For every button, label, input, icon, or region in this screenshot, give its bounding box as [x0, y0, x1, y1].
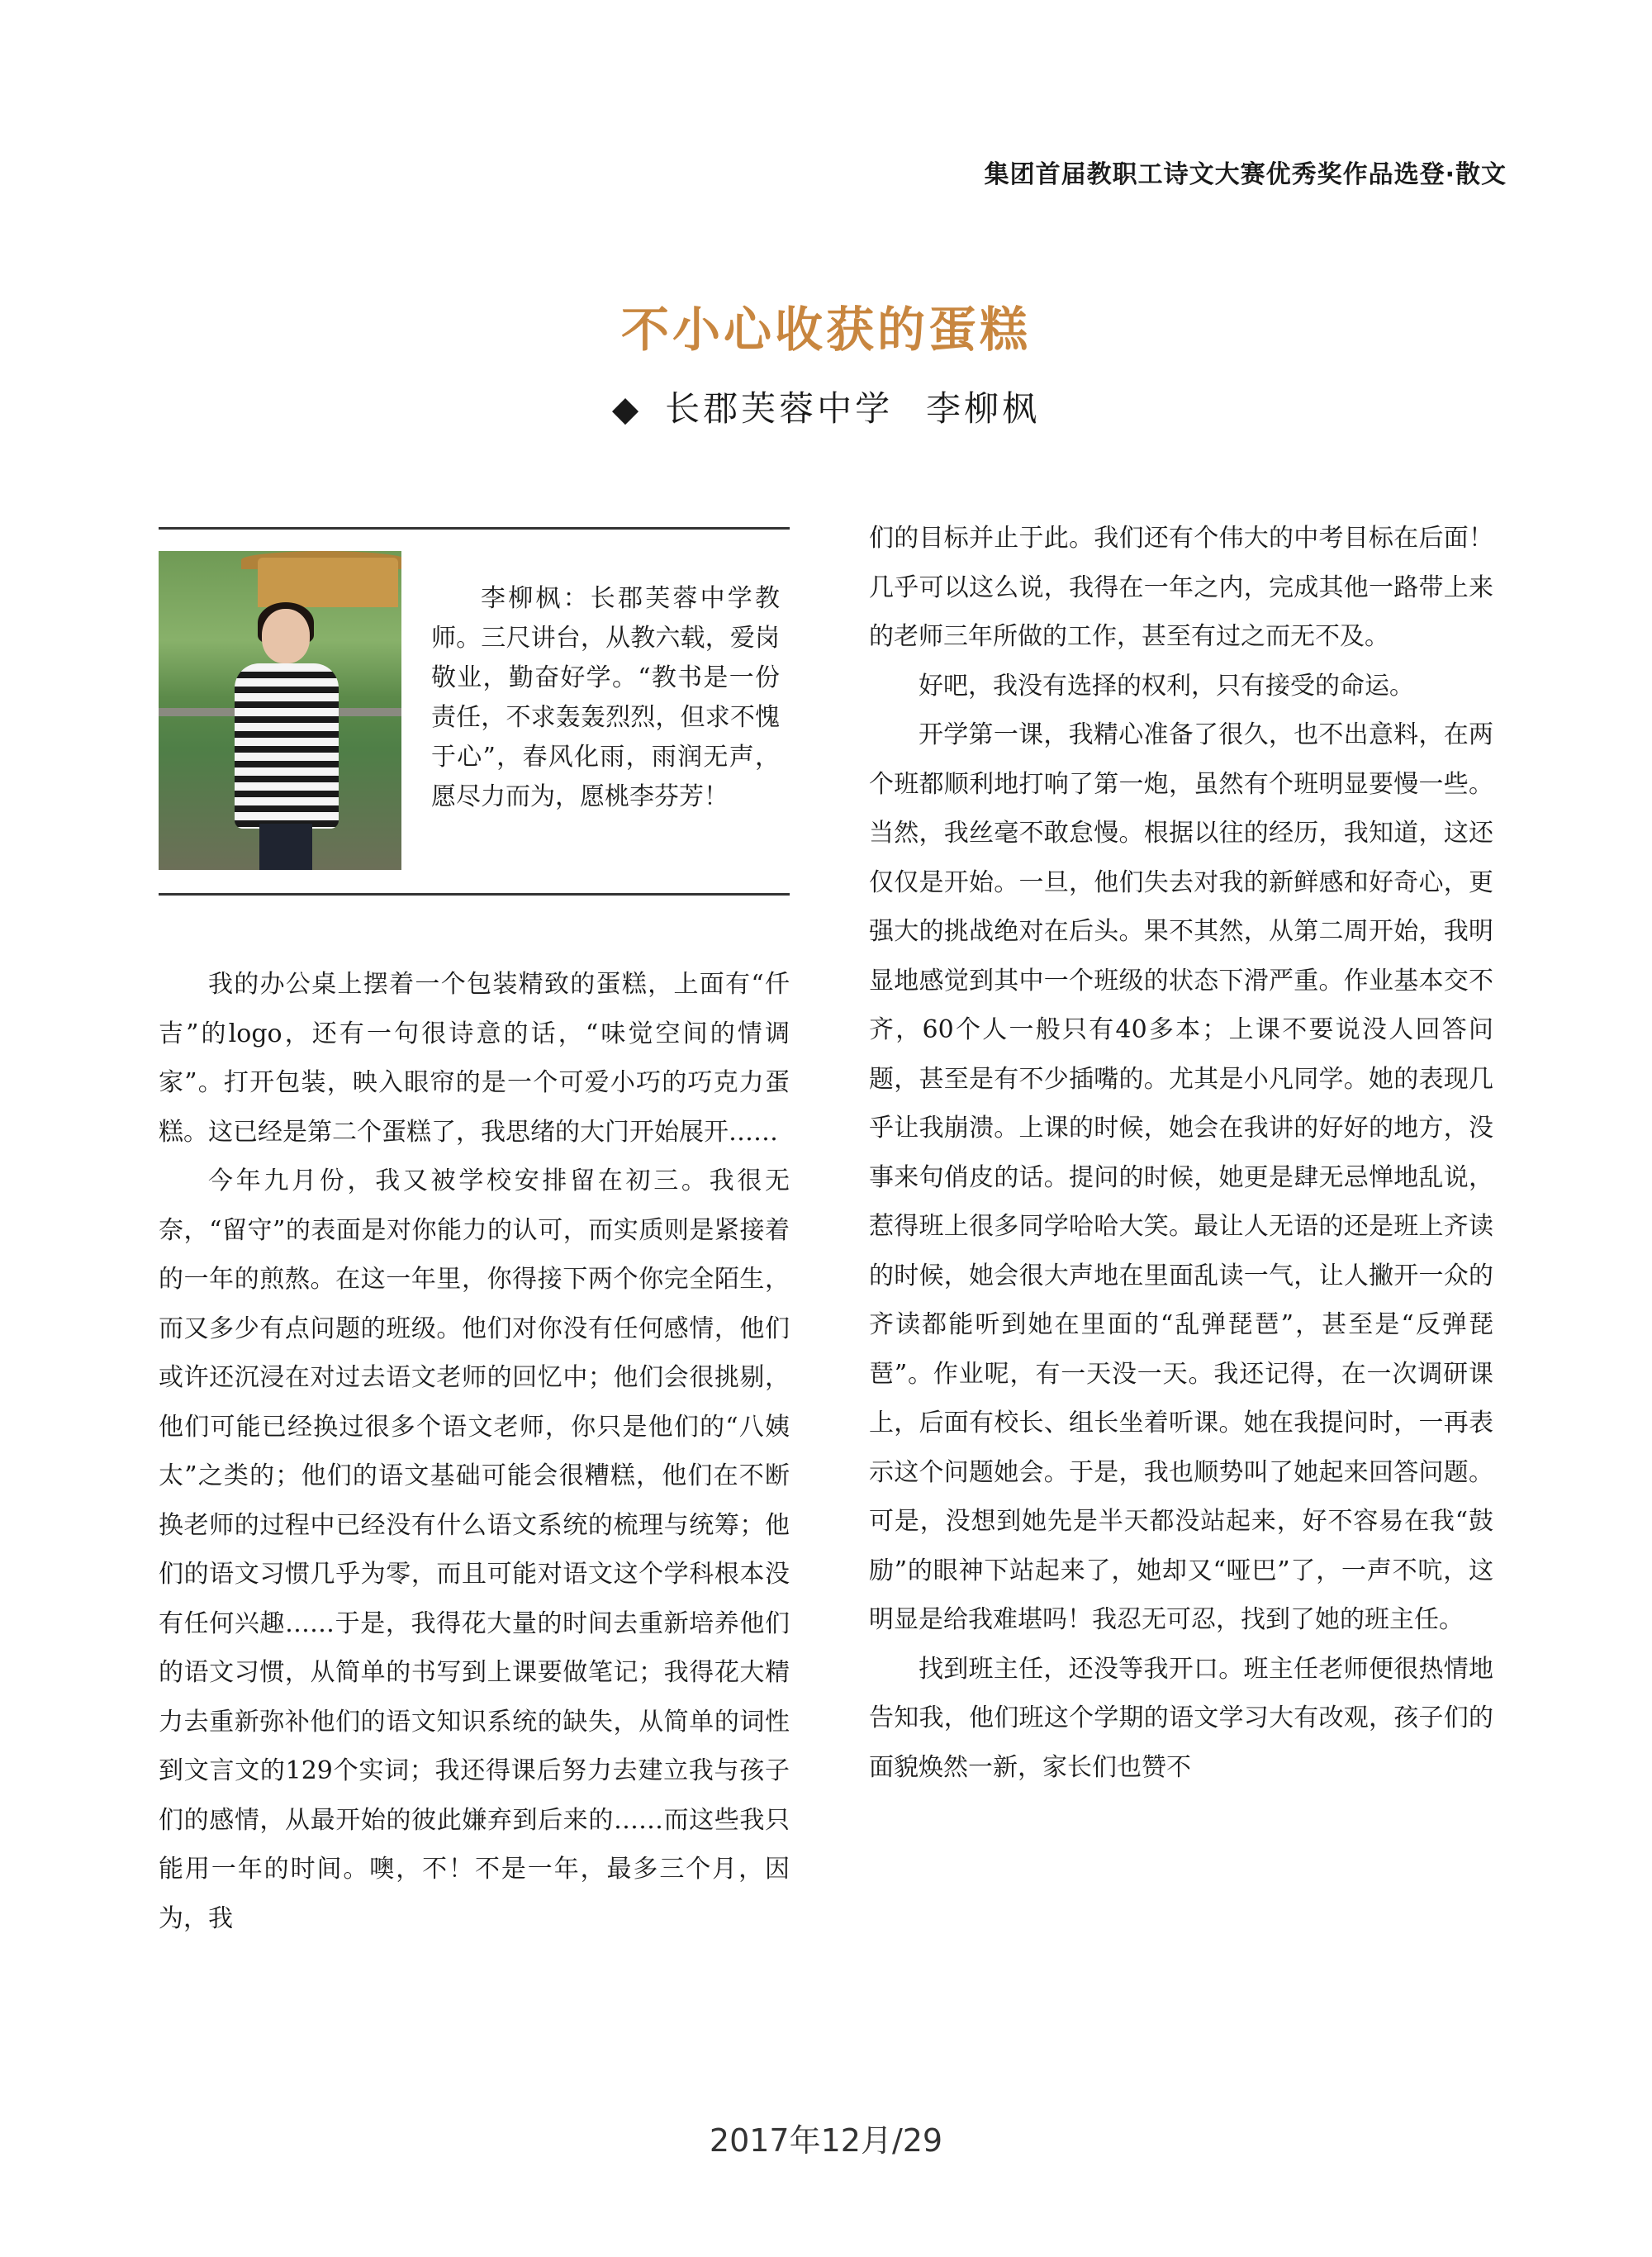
left-column — [159, 960, 790, 1943]
diamond-icon: ◆ — [611, 388, 643, 429]
article-title: 不小心收获的蛋糕 — [620, 302, 1031, 358]
paragraph: 找到班主任，还没等我开口。班主任老师便很热情地告知我，他们班这个学期的语文学习大有改观，孩子们的面貌焕然一新，家长们也赞不 — [869, 1654, 1493, 1782]
section-header: 集团首届教职工诗文大赛优秀奖作品选登·散文 — [984, 160, 1507, 189]
byline — [0, 382, 1652, 431]
bio-name: 李柳枫 — [481, 584, 563, 613]
author-school: 长郡芙蓉中学 — [665, 388, 894, 429]
paragraph: 今年九月份，我又被学校安排留在初三。我很无奈，“留守”的表面是对你能力的认可，而实质则是紧接着的一年的煎熬。在这一年里，你得接下两个你完全陌生，而又多少有点问题的班级。他们对你没有任何感情，他们或许还沉浸在对过去语文老师的回忆中；他们会很挑剔，他们可能已经换过很多个语文老师，你只是他们的“八姨太”之类的；他们的语文基础可能会很糟糕，他们在不断换老师的过程中已经没有什么语文系统的梳理与统筹；他们的语文习惯几乎为零，而且可能对语文这个学科根本没有任何兴趣……于是，我得花大量的时间去重新培养他们的语文习惯，从简单的书写到上课要做笔记；我得花大精力去重新弥补他们的语文知识系统的缺失，从简单的词性到文言文的129个实词；我还得课后努力去建立我与孩子们的感情，从最开始的彼此嫌弃到后来的……而这些我只能用一年的时间。噢，不！不是一年，最多三个月，因为，我 — [159, 1167, 790, 1933]
paragraph: 我的办公桌上摆着一个包装精致的蛋糕，上面有“仟吉”的logo，还有一句很诗意的话，“味觉空间的情调家”。打开包装，映入眼帘的是一个可爱小巧的巧克力蛋糕。这已经是第二个蛋糕了，我思绪的大门开始展开…… — [159, 970, 790, 1147]
paragraph: 们的目标并止于此。我们还有个伟大的中考目标在后面！几乎可以这么说，我得在一年之内，完成其他一路带上来的老师三年所做的工作，甚至有过之而无不及。 — [869, 524, 1493, 651]
right-column — [869, 514, 1493, 1792]
paragraph: 好吧，我没有选择的权利，只有接受的命运。 — [919, 671, 1414, 701]
author-name: 李柳枫 — [926, 388, 1041, 429]
paragraph: 开学第一课，我精心准备了很久，也不出意料，在两个班都顺利地打响了第一炮，虽然有个班明显要慢一些。当然，我丝毫不敢怠慢。根据以往的经历，我知道，这还仅仅是开始。一旦，他们失去对我的新鲜感和好奇心，更强大的挑战绝对在后头。果不其然，从第二周开始，我明显地感觉到其中一个班级的状态下滑严重。作业基本交不齐，60个人一般只有40多本；上课不要说没人回答问题，甚至是有不少插嘴的。尤其是小凡同学。她的表现几乎让我崩溃。上课的时候，她会在我讲的好好的地方，没事来句俏皮的话。提问的时候，她更是肆无忌惮地乱说，惹得班上很多同学哈哈大笑。最让人无语的还是班上齐读的时候，她会很大声地在里面乱读一气，让人撇开一众的齐读都能听到她在里面的“乱弹琵琶”，甚至是“反弹琵琶”。作业呢，有一天没一天。我还记得，在一次调研课上，后面有校长、组长坐着听课。她在我提问时，一再表示这个问题她会。于是，我也顺势叫了她起来回答问题。可是，没想到她先是半天都没站起来，好不容易在我“鼓励”的眼神下站起来了，她却又“哑巴”了，一声不吭，这明显是给我难堪吗！我忍无可忍，找到了她的班主任。 — [869, 720, 1493, 1634]
page-footer: 2017年12月/29 — [709, 2122, 943, 2159]
author-bio-box — [159, 527, 790, 896]
bio-text: ：长郡芙蓉中学教师。三尺讲台，从教六载，爱岗敬业，勤奋好学。“教书是一份责任，不求轰轰烈烈，但求不愧于心”，春风化雨，雨润无声，愿尽力而为，愿桃李芬芳！ — [431, 584, 781, 811]
author-photo — [159, 551, 401, 870]
author-bio — [431, 579, 780, 817]
